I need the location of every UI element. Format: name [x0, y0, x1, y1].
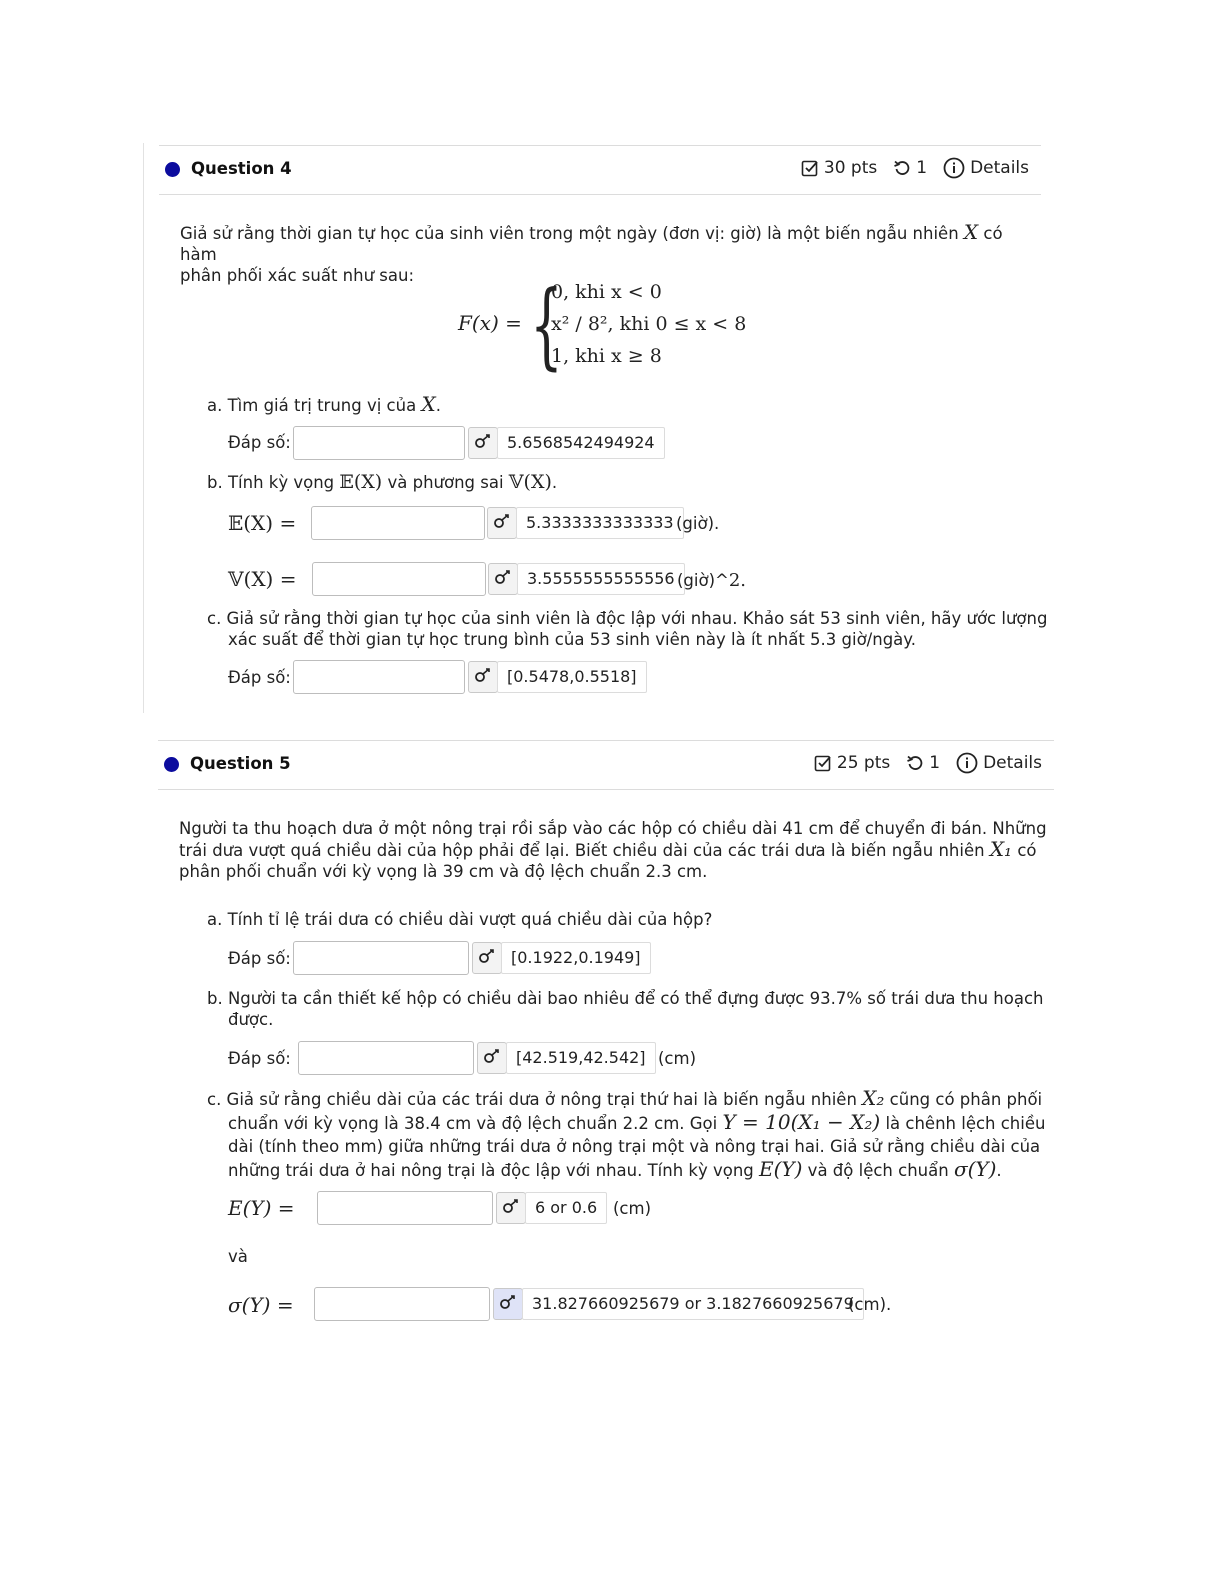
key-icon	[483, 1048, 501, 1068]
q4-intro-text-end: có hàm	[180, 224, 1003, 264]
part-c-line4-mid: và độ lệch chuẩn	[802, 1161, 954, 1180]
retries-count: 1	[916, 158, 928, 178]
correct-answer-q4b-vx: 3.5555555555556	[517, 563, 685, 595]
unit-label: (cm)	[613, 1199, 652, 1218]
answer-input-q5c-ey[interactable]	[317, 1191, 493, 1225]
key-icon	[502, 1198, 520, 1218]
expectation-y: E(Y)	[759, 1157, 803, 1181]
q5-intro-line1: Người ta thu hoạch dưa ở một nông trại rồi sắp vào các hộp có chiều dài 41 cm để chuyển đi bán. Những	[179, 819, 1047, 838]
answer-input-q4b-vx[interactable]	[312, 562, 486, 596]
show-answer-button[interactable]	[487, 507, 517, 539]
q5-part-b	[207, 988, 1044, 1030]
key-icon	[478, 948, 496, 968]
part-c-line4-end: .	[996, 1161, 1002, 1180]
unit-exponent: 2.	[728, 570, 747, 591]
q5-part-a: a. Tính tỉ lệ trái dưa có chiều dài vượt quá chiều dài của hộp?	[207, 910, 713, 929]
correct-answer-q5c-ey: 6 or 0.6	[525, 1192, 607, 1224]
correct-answer-q4a: 5.6568542494924	[497, 427, 665, 459]
question-meta	[801, 157, 1029, 179]
question-title: Question 4	[191, 159, 292, 178]
q4-part-b	[207, 472, 557, 493]
question-meta	[814, 752, 1042, 774]
answer-input-q4a[interactable]	[293, 426, 465, 460]
formula-case-3: 1, khi x ≥ 8	[551, 345, 662, 367]
key-icon	[493, 513, 511, 533]
details-link[interactable]: Details	[983, 753, 1042, 773]
info-icon[interactable]	[943, 157, 965, 179]
answer-label: Đáp số:	[228, 668, 291, 687]
formula-brace: {	[530, 271, 563, 380]
answer-input-q4c[interactable]	[293, 660, 465, 694]
info-icon[interactable]	[956, 752, 978, 774]
formula-lhs: F(x) =	[458, 311, 522, 335]
q5-intro-line2-end: có	[1012, 841, 1037, 860]
correct-answer-q5a: [0.1922,0.1949]	[501, 942, 651, 974]
part-c-line2-end: là chênh lệch chiều	[880, 1114, 1046, 1133]
question-5-header	[158, 740, 1054, 790]
unit-label	[677, 570, 746, 591]
stddev-y: σ(Y)	[953, 1157, 997, 1181]
checkbox-icon	[801, 159, 819, 177]
unit-label: (cm).	[848, 1295, 892, 1314]
unit-label: (giờ).	[676, 514, 720, 533]
question-4-header	[159, 145, 1041, 195]
points-text: 25 pts	[836, 753, 891, 773]
correct-answer-q4b-ex: 5.3333333333333	[516, 507, 684, 539]
part-b-line2: được.	[228, 1010, 274, 1029]
q5-intro-line3: phân phối chuẩn với kỳ vọng là 39 cm và độ lệch chuẩn 2.3 cm.	[179, 862, 708, 881]
answer-label: Đáp số:	[228, 433, 291, 452]
part-b-line1: b. Người ta cần thiết kế hộp có chiều dài bao nhiêu để có thể đựng được 93.7% số trái dưa thu hoạch	[207, 989, 1044, 1008]
and-text: và	[228, 1247, 248, 1266]
question-title: Question 5	[190, 754, 291, 773]
part-b-dot: .	[551, 473, 558, 492]
points-text: 30 pts	[823, 158, 878, 178]
key-icon	[474, 667, 492, 687]
part-b-text: b. Tính kỳ vọng	[207, 473, 340, 492]
expectation-label: E(Y) =	[228, 1196, 295, 1220]
answer-input-q5b[interactable]	[298, 1041, 474, 1075]
variable-x1: X₁	[989, 837, 1013, 861]
answer-input-q5c-sy[interactable]	[314, 1287, 490, 1321]
unit-label: (cm)	[658, 1049, 697, 1068]
variable-x2: X₂	[862, 1086, 885, 1110]
part-c-line1: c. Giả sử rằng thời gian tự học của sinh viên là độc lập với nhau. Khảo sát 53 sinh viên, hãy ước lượng	[207, 609, 1048, 628]
q4-part-c	[207, 608, 1047, 650]
part-a-dot: .	[435, 396, 441, 415]
part-c-line2: chuẩn với kỳ vọng là 38.4 cm và độ lệch chuẩn 2.2 cm. Gọi	[228, 1114, 723, 1133]
checkbox-icon	[814, 754, 832, 772]
key-icon	[499, 1294, 517, 1314]
show-answer-button[interactable]	[472, 942, 502, 974]
formula-case-2: x² / 8², khi 0 ≤ x < 8	[551, 313, 747, 335]
retries-count: 1	[929, 753, 941, 773]
key-icon	[474, 433, 492, 453]
part-c-line3: dài (tính theo mm) giữa những trái dưa ở nông trại một và nông trại hai. Giả sử rằng chiều dài của	[228, 1137, 1041, 1156]
show-answer-button[interactable]	[477, 1042, 507, 1074]
show-answer-button[interactable]	[468, 661, 498, 693]
q4-part-a	[207, 394, 441, 416]
question-status-dot	[164, 757, 179, 772]
part-b-mid: và phương sai	[382, 473, 509, 492]
variance-label: 𝕍(X) =	[228, 567, 297, 591]
retry-icon	[906, 754, 924, 772]
part-c-line2: xác suất để thời gian tự học trung bình của 53 sinh viên này là ít nhất 5.3 giờ/ngày.	[228, 630, 916, 649]
part-a-text: a. Tìm giá trị trung vị của	[207, 396, 422, 415]
part-c-line1-end: cũng có phân phối	[884, 1090, 1043, 1109]
unit-text: (giờ)^	[677, 571, 729, 590]
expectation-symbol: 𝔼(X)	[339, 471, 383, 493]
key-icon	[494, 569, 512, 589]
show-answer-button[interactable]	[488, 563, 518, 595]
answer-input-q4b-ex[interactable]	[311, 506, 485, 540]
show-answer-button[interactable]	[496, 1192, 526, 1224]
part-c-line1: c. Giả sử rằng chiều dài của các trái dưa ở nông trại thứ hai là biến ngẫu nhiên	[207, 1090, 863, 1109]
q5-intro-line2: trái dưa vượt quá chiều dài của hộp phải để lại. Biết chiều dài của các trái dưa là biến ngẫu nhiên	[179, 841, 990, 860]
answer-input-q5a[interactable]	[293, 941, 469, 975]
correct-answer-q5c-sy: 31.827660925679 or 3.1827660925679	[522, 1288, 864, 1320]
q4-intro-text: Giả sử rằng thời gian tự học của sinh viên trong một ngày (đơn vị: giờ) là một biến ngẫu nhiên	[180, 224, 964, 243]
show-answer-button[interactable]	[468, 427, 498, 459]
question-status-dot	[165, 162, 180, 177]
question-left-border	[143, 143, 144, 713]
q4-intro	[180, 222, 1040, 286]
formula-case-1: 0, khi x < 0	[551, 281, 662, 303]
q4-intro-line2: phân phối xác suất như sau:	[180, 266, 415, 285]
correct-answer-q5b: [42.519,42.542]	[506, 1042, 656, 1074]
variable-x: X	[421, 392, 436, 416]
retry-icon	[893, 159, 911, 177]
expectation-label: 𝔼(X) =	[228, 511, 297, 535]
answer-label: Đáp số:	[228, 949, 291, 968]
part-c-line4: những trái dưa ở hai nông trại là độc lập với nhau. Tính kỳ vọng	[228, 1161, 760, 1180]
q5-part-c	[207, 1087, 1045, 1182]
variance-symbol: 𝕍(X)	[508, 471, 552, 493]
variable-x: X	[963, 220, 979, 244]
show-answer-button[interactable]	[493, 1288, 523, 1320]
correct-answer-q4c: [0.5478,0.5518]	[497, 661, 647, 693]
stddev-label: σ(Y) =	[228, 1293, 294, 1317]
q5-intro	[179, 818, 1049, 882]
answer-label: Đáp số:	[228, 1049, 291, 1068]
formula-y: Y = 10(X₁ − X₂)	[722, 1110, 881, 1134]
details-link[interactable]: Details	[970, 158, 1029, 178]
